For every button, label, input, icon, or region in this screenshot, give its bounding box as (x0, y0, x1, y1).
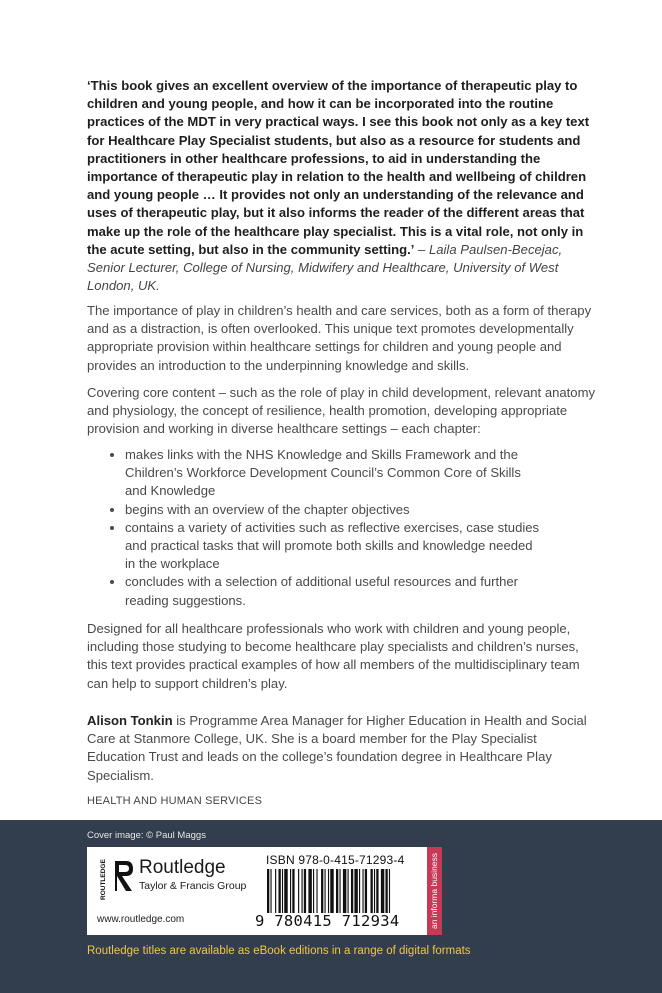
barcode-bar (290, 869, 291, 913)
quote-text: ‘This book gives an excellent overview of the importance of therapeutic play to children and young people, and how it can be incorporated into the routine practices of the MDT in very practical ways. I see this book not only as a key text for Healthcare Play Specialist students, but also as a resource for students and practitioners in other healthcare professions, to aid in understanding the importance of therapeutic play in relation to the health and wellbeing of children and young people … It provides not only an understanding of the relevance and uses of therapeutic play, but it also informs the reader of the different areas that make up the role of the healthcare play specialist. This is a vital role, not only in the acute setting, but also in the community setting.’ (87, 78, 590, 257)
intro-paragraph: The importance of play in children’s health and care services, both as a form of therapy and as a distraction, is often overlooked. This unique text promotes developmentally appropriate provision within healthcare settings for children and young people and provides an introduction to the underpinning knowledge and skills. (87, 303, 592, 373)
routledge-r-icon (113, 859, 135, 893)
informa-bar (427, 847, 442, 935)
barcode (267, 869, 425, 913)
barcode-bar (292, 869, 294, 913)
barcode-bar (371, 869, 373, 913)
barcode-bar (284, 869, 287, 913)
routledge-side-text: ROUTLEDGE (100, 859, 107, 900)
quote-attribution: – Laila Paulsen-Becejac, Senior Lecturer, College of Nursing, Midwifery and Healthcare, University of West London, UK. (87, 241, 563, 294)
barcode-bar (321, 869, 323, 913)
barcode-bar (348, 869, 349, 913)
barcode-bar (381, 869, 384, 913)
author-name: Alison Tonkin (87, 713, 173, 728)
barcode-bar (374, 869, 375, 913)
barcode-bar (343, 869, 346, 913)
cover-footer (0, 820, 662, 993)
designed-paragraph: Designed for all healthcare professionals who work with children and young people, including those studying to become healthcare play specialists and children’s nurses, this text provides practical examples of how all members of the multidisciplinary team can help to support children’s play. (87, 621, 580, 691)
author-bio-text: is Programme Area Manager for Higher Education in Health and Social Care at Stanmore College, UK. She is a board member for the Play Specialist Education Trust and leads on the college’s foundation degree in Healthcare Play Specialism. (87, 713, 587, 783)
barcode-bar (359, 869, 360, 913)
list-item: • contains a variety of activities such as reflective exercises, case studies and practical tasks that will promote both skills and knowledge needed in the workplace (125, 519, 545, 574)
barcode-bar (302, 869, 303, 913)
barcode-bar (376, 869, 378, 913)
barcode-bar (389, 869, 390, 913)
barcode-bar (325, 869, 326, 913)
barcode-bar (336, 869, 338, 913)
list-item: • makes links with the NHS Knowledge and Skills Framework and the Children’s Workforce Development Council’s Common Core of Skills and Knowledge (125, 446, 545, 501)
routledge-side-wordmark (95, 857, 109, 901)
endorsement-quote (87, 77, 592, 295)
barcode-bar (365, 869, 367, 913)
barcode-bar (282, 869, 283, 913)
author-bio (87, 712, 597, 785)
barcode-bar (339, 869, 340, 913)
chapter-features-list (105, 446, 545, 610)
list-item: • concludes with a selection of additional useful resources and further reading suggestions. (125, 573, 545, 609)
barcode-bar (316, 869, 317, 913)
barcode-bar (328, 869, 329, 913)
list-item: • begins with an overview of the chapter objectives (125, 501, 545, 519)
barcode-bar (304, 869, 306, 913)
subject-category: HEALTH AND HUMAN SERVICES (87, 795, 263, 807)
barcode-bar (267, 869, 269, 913)
publisher-group: Taylor & Francis Group (139, 880, 247, 892)
barcode-bar (351, 869, 353, 913)
informa-text: an informa business (429, 852, 439, 930)
barcode-bar (275, 869, 276, 913)
publisher-name: Routledge (139, 857, 226, 878)
isbn-label: ISBN 978-0-415-71293-4 (266, 853, 405, 867)
barcode-bar (270, 869, 271, 913)
routledge-logo (95, 857, 255, 901)
publisher-url: www.routledge.com (97, 914, 185, 925)
ebook-note: Routledge titles are available as eBook editions in a range of digital formats (87, 945, 471, 957)
barcode-bar (362, 869, 363, 913)
publisher-barcode-panel (87, 847, 442, 935)
barcode-bar (298, 869, 299, 913)
barcode-bar (354, 869, 357, 913)
cover-image-credit: Cover image: © Paul Maggs (87, 830, 206, 841)
isbn-digits: 9 780415 712934 (255, 912, 400, 930)
barcode-bar (313, 869, 314, 913)
barcode-bar (385, 869, 387, 913)
covering-paragraph: Covering core content – such as the role of play in child development, relevant anatomy and physiology, the concept of resilience, health promotion, developing appropriate provision and working in diverse healthcare settings – each chapter: (87, 385, 596, 437)
barcode-bar (330, 869, 333, 913)
barcode-bar (279, 869, 281, 913)
barcode-bar (308, 869, 311, 913)
